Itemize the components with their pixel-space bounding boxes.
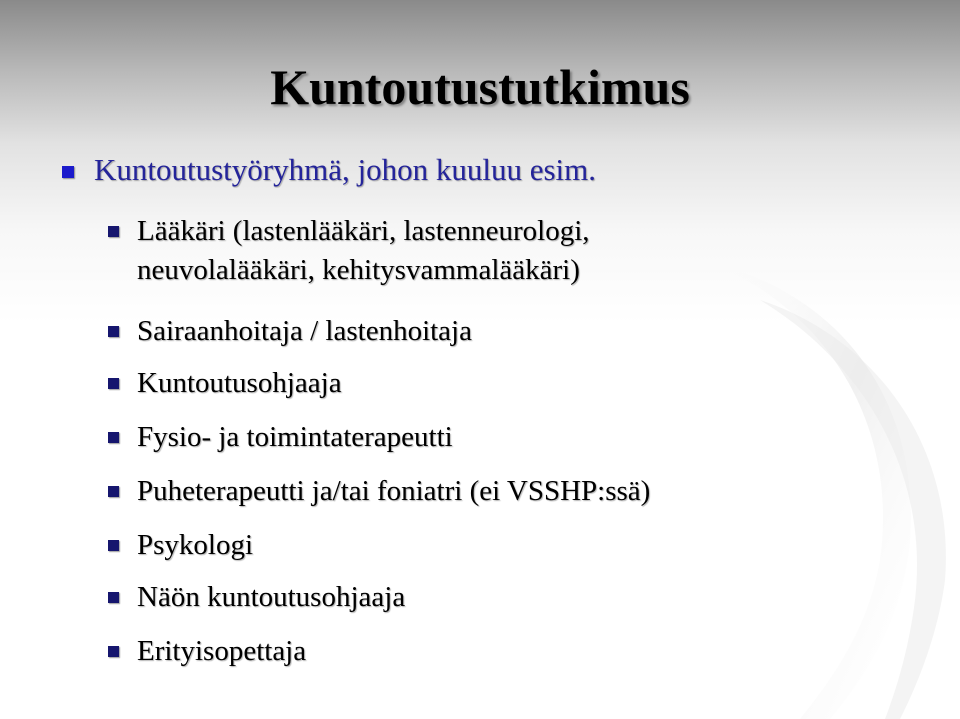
main-bullet-text: Kuntoutustyöryhmä, johon kuuluu esim. (94, 152, 597, 187)
list-item-line: neuvolalääkäri, kehitysvammalääkäri) (137, 254, 580, 286)
list-item-line: Lääkäri (lastenlääkäri, lastenneurologi, (137, 215, 590, 247)
slide-title: Kuntoutustutkimus (270, 59, 690, 115)
square-bullet-icon (108, 378, 119, 389)
list-item (108, 632, 306, 671)
main-bullet (62, 152, 596, 188)
square-bullet-icon (108, 592, 119, 603)
square-bullet-icon (108, 326, 119, 337)
list-item (108, 364, 342, 403)
list-item-text: Erityisopettaja (137, 635, 307, 667)
list-item-text: Sairaanhoitaja / lastenhoitaja (137, 315, 472, 347)
square-bullet-icon (62, 166, 74, 178)
list-item (108, 418, 453, 457)
square-bullet-icon (108, 540, 119, 551)
list-item-text: Fysio- ja toimintaterapeutti (137, 421, 453, 453)
list-item (108, 212, 590, 290)
list-item (108, 578, 405, 617)
square-bullet-icon (108, 226, 119, 237)
square-bullet-icon (108, 432, 119, 443)
list-item (108, 472, 650, 511)
list-item (108, 312, 472, 351)
list-item-text: Psykologi (137, 529, 254, 561)
list-item-text: Puheterapeutti ja/tai foniatri (ei VSSHP:ssä) (137, 475, 651, 507)
list-item (108, 526, 253, 565)
square-bullet-icon (108, 646, 119, 657)
list-item-text (137, 212, 590, 290)
list-item-text: Kuntoutusohjaaja (137, 367, 342, 399)
square-bullet-icon (108, 486, 119, 497)
list-item-text: Näön kuntoutusohjaaja (137, 581, 406, 613)
